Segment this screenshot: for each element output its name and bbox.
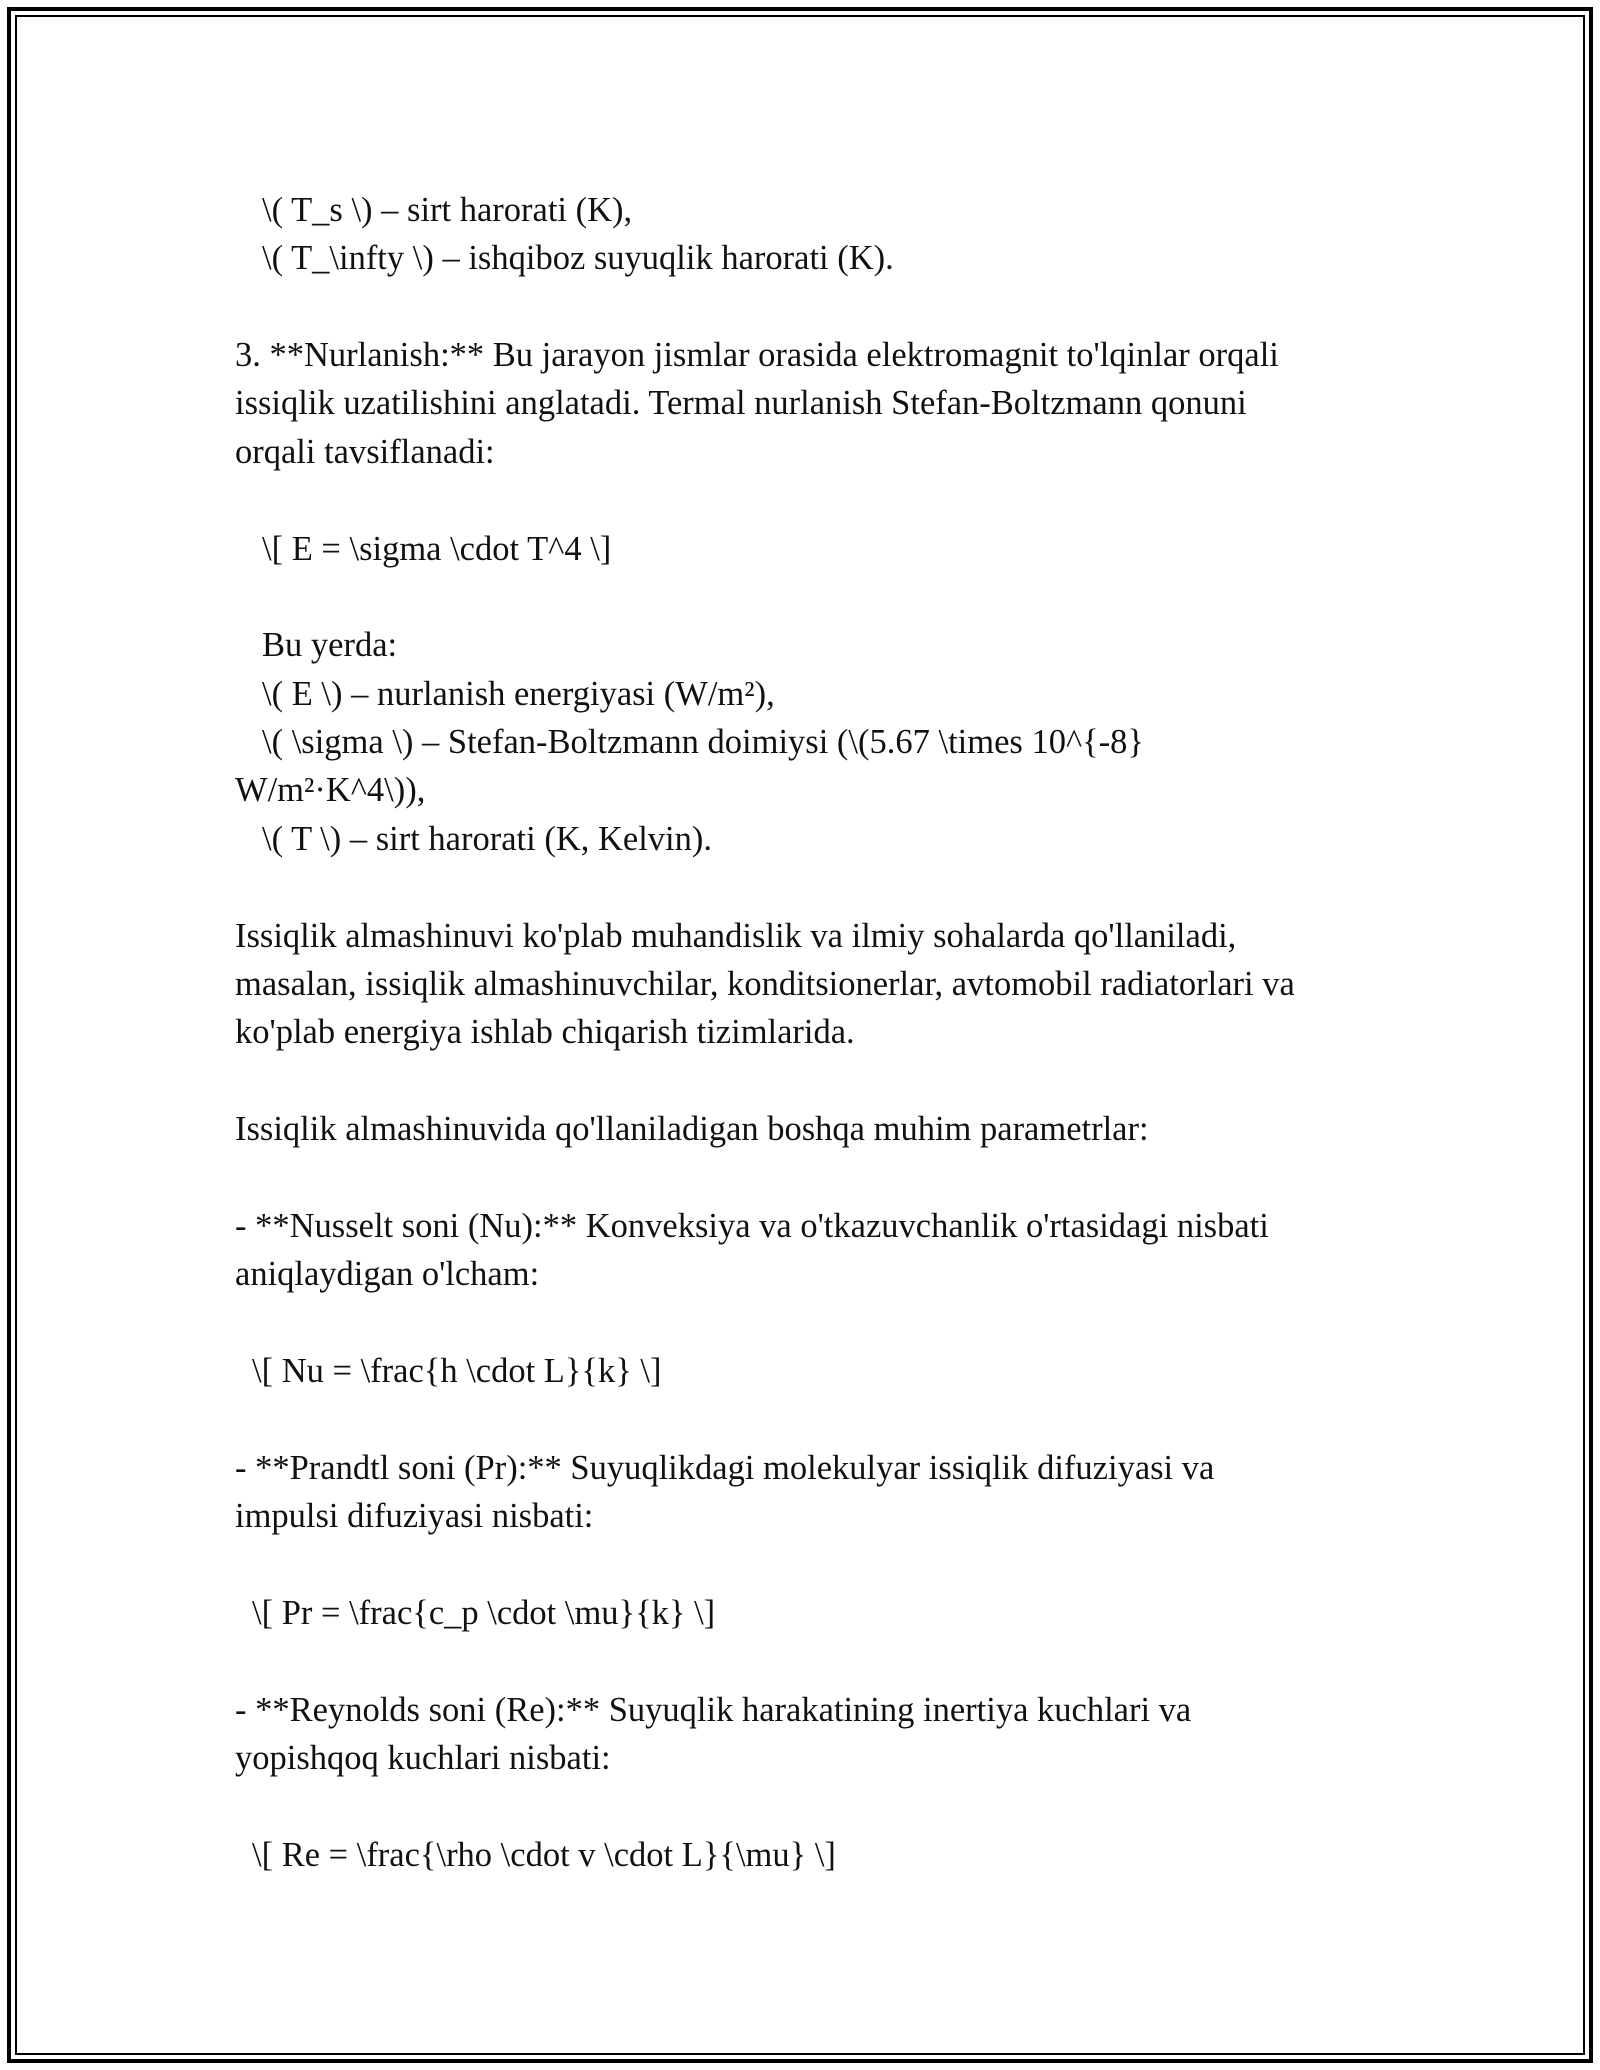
text-line: \( \sigma \) – Stefan-Boltzmann doimiysi (\(5.67 \times 10^{-8} xyxy=(262,723,1144,761)
text-line: yopishqoq kuchlari nisbati: xyxy=(235,1739,611,1777)
text-line: 3. **Nurlanish:** Bu jarayon jismlar orasida elektromagnit to'lqinlar orqali xyxy=(235,336,1279,374)
formula-line: \[ Nu = \frac{h \cdot L}{k} \] xyxy=(252,1352,662,1390)
text-line: Bu yerda: xyxy=(262,626,398,664)
formula-line: \[ E = \sigma \cdot T^4 \] xyxy=(262,530,612,568)
text-line: impulsi difuziyasi nisbati: xyxy=(235,1497,594,1535)
text-line: orqali tavsiflanadi: xyxy=(235,433,495,471)
text-line: \( T_\infty \) – ishqiboz suyuqlik harorati (K). xyxy=(262,239,894,277)
text-line: aniqlaydigan o'lcham: xyxy=(235,1255,540,1293)
text-line: - **Reynolds soni (Re):** Suyuqlik harakatining inertiya kuchlari va xyxy=(235,1691,1192,1729)
text-line: masalan, issiqlik almashinuvchilar, konditsionerlar, avtomobil radiatorlari va xyxy=(235,965,1295,1003)
text-line: \( E \) – nurlanish energiyasi (W/m²), xyxy=(262,675,775,713)
text-line: W/m²·K^4\)), xyxy=(235,771,426,809)
text-line: - **Nusselt soni (Nu):** Konveksiya va o'tkazuvchanlik o'rtasidagi nisbati xyxy=(235,1207,1269,1245)
text-line: ko'plab energiya ishlab chiqarish tizimlarida. xyxy=(235,1013,855,1051)
text-line: Issiqlik almashinuvida qo'llaniladigan boshqa muhim parametrlar: xyxy=(235,1110,1149,1148)
text-line: - **Prandtl soni (Pr):** Suyuqlikdagi molekulyar issiqlik difuziyasi va xyxy=(235,1449,1215,1487)
text-line: \( T \) – sirt harorati (K, Kelvin). xyxy=(262,820,712,858)
text-line: issiqlik uzatilishini anglatadi. Termal nurlanish Stefan-Boltzmann qonuni xyxy=(235,384,1247,422)
formula-line: \[ Pr = \frac{c_p \cdot \mu}{k} \] xyxy=(252,1594,716,1632)
text-line: \( T_s \) – sirt harorati (K), xyxy=(262,191,633,229)
formula-line: \[ Re = \frac{\rho \cdot v \cdot L}{\mu} \] xyxy=(252,1836,836,1874)
text-line: Issiqlik almashinuvi ko'plab muhandislik va ilmiy sohalarda qo'llaniladi, xyxy=(235,917,1237,955)
